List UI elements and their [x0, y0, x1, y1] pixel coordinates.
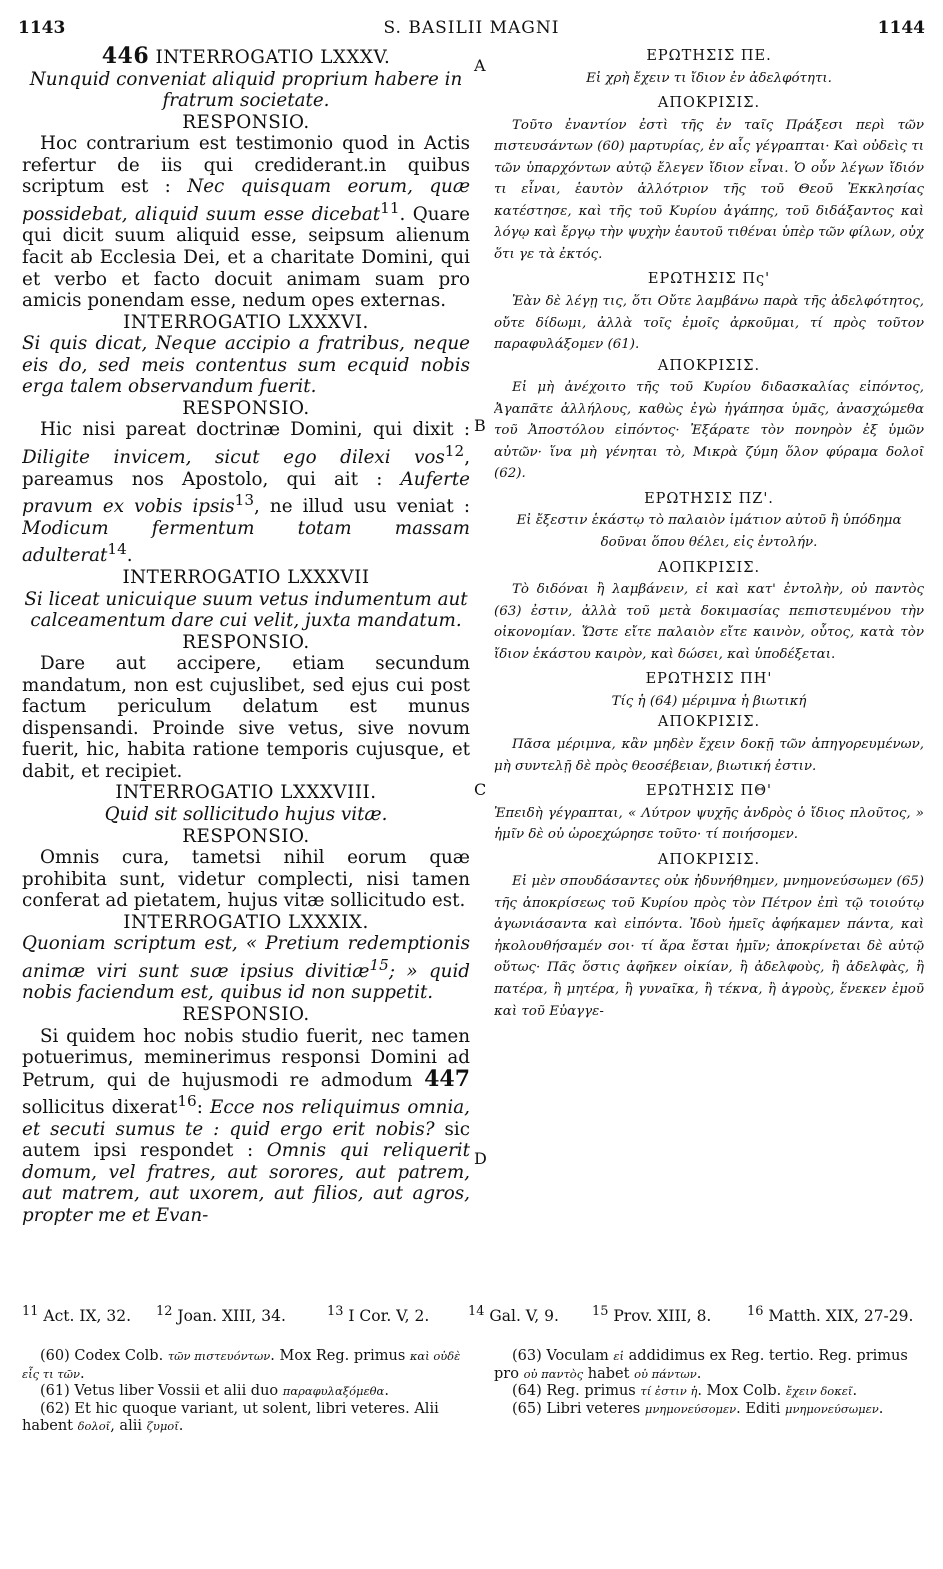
page-number-left: 1143: [18, 18, 66, 38]
greek-q86-response-label: ΑΠΟΚΡΙΣΙΣ.: [657, 357, 761, 374]
greek-q89-response-label: ΑΠΟΚΡΙΣΙΣ.: [657, 851, 761, 868]
footnote-12-ref: Joan. XIII, 34.: [177, 1307, 286, 1326]
variant-63-text-4: .: [696, 1365, 702, 1382]
variant-60: [22, 1348, 470, 1383]
latin-q89-resp-text-3: :: [196, 1097, 203, 1119]
variant-62-text-1: (62) Et hic quoque variant, ut solent, libri veteres. Alii habent: [22, 1400, 439, 1434]
latin-q86-resp-quote-1: Diligite invicem, sicut ego dilexi vos: [22, 447, 445, 469]
greek-q88-question: Τίς ἡ (64) μέριμνα ἡ βιωτική: [611, 693, 807, 709]
greek-q87-title: ΕΡΩΤΗΣΙΣ ΠΖ'.: [644, 490, 774, 507]
footnote-14: [468, 1304, 559, 1325]
greek-q85-response: Τοῦτο ἐναντίον ἐστὶ τῆς ἐν ταῖς Πράξεσι περὶ τῶν πιστευσάντων (60) μαρτυρίας, ἐν αἷς γέγραπται· Καὶ οὐδεὶς τι τῶν ὑπαρχόντων αὐτῷ ἔλεγεν ἴδιον εἶναι. Ὁ οὖν λέγων ἴδιόν τι εἶναι, ἑαυτὸν ἀλλότριον τῆς τοῦ Θεοῦ Ἐκκλησίας κατέστησε, καὶ τῆς τοῦ Κυρίου ἀγάπης, τοῦ διδάξαντος καὶ λόγῳ καὶ ἔργῳ τὴν ψυχὴν ἑαυτοῦ τιθέναι ὑπὲρ τῶν φίλων, οὐχ ὅτι γε τὰ ἐκτός.: [494, 117, 924, 262]
footnote-14-num: 14: [468, 1304, 485, 1319]
latin-q89-resp-text-1: Si quidem hoc nobis studio fuerit, nec tamen potuerimus, meminerimus responsi Domini ad Petrum, qui de hujusmodi re admodum: [22, 1025, 470, 1091]
latin-q89-title: INTERROGATIO LXXXIX.: [123, 911, 369, 933]
variant-65-text-3: .: [878, 1400, 884, 1417]
footnote-16: [747, 1304, 913, 1325]
latin-q86-title: INTERROGATIO LXXXVI.: [123, 311, 369, 333]
variant-61-text-1: (61) Vetus liber Vossii et alii duo: [40, 1383, 279, 1399]
latin-q89-resp-text-4: sic autem ipsi respondet :: [22, 1118, 470, 1162]
variant-64-greek-1: τί ἐστιν ἡ: [640, 1384, 698, 1398]
latin-q88-response-label: RESPONSIO.: [182, 825, 310, 847]
variant-65-greek-2: μνημονεύσωμεν: [784, 1401, 879, 1416]
latin-q87-response-label: RESPONSIO.: [182, 631, 310, 653]
latin-q88-response: Omnis cura, tametsi nihil eorum quæ prohibita sunt, videtur complecti, nisi tamen conferat ad pietatem, hujus vitæ sollicitudo est.: [22, 847, 470, 912]
greek-q86-response: Εἰ μὴ ἀνέχοιτο τῆς τοῦ Κυρίου διδασκαλίας εἰπόντος, Ἀγαπᾶτε ἀλλήλους, καθὼς ἐγὼ ἠγάπησα ὑμᾶς, ἀνασχώμεθα τοῦ Ἀποστόλου εἰπόντος· Ἐξάρατε τὸν πονηρὸν ἐξ ὑμῶν αὐτῶν· ἵνα μὴ γένηται τὸ, Μικρὰ ζύμη ὅλον φύραμα δολοῖ (62).: [494, 380, 924, 482]
latin-q89-question-2: ; » quid nobis faciendum est, quibus id non suppetit.: [22, 960, 470, 1004]
variant-63-text-2: addidimus ex Reg. tertio. Reg. primus pro: [494, 1348, 908, 1382]
latin-q89-question-1: Quoniam scriptum est, « Pretium redemptionis animæ viri sunt suæ ipsius divitiæ: [22, 933, 470, 982]
footnote-ref-14: 14: [107, 540, 127, 559]
latin-q86-resp-text-2: , pareamus nos Apostolo, qui ait :: [22, 447, 470, 490]
margin-marker-a: A: [474, 56, 486, 75]
variant-62-text-2: , alii: [110, 1418, 142, 1434]
latin-q88-question: Quid sit sollicitudo hujus vitæ.: [104, 803, 388, 825]
variant-62-text-3: .: [178, 1418, 184, 1434]
footnote-ref-12: 12: [444, 441, 465, 460]
latin-q89-response-label: RESPONSIO.: [182, 1003, 310, 1025]
latin-q87-question: Si liceat unicuique suum vetus indumentum aut calceamentum dare cui velit, juxta mandatum.: [24, 588, 468, 632]
latin-q89-response: [22, 1026, 470, 1227]
variant-65: [494, 1401, 924, 1419]
latin-column: [22, 46, 470, 1286]
footnote-13-ref: I Cor. V, 2.: [348, 1307, 430, 1326]
footnote-11: [22, 1304, 131, 1325]
latin-q86-resp-quote-3: Modicum fermentum totam massam adulterat: [22, 517, 470, 567]
page-number-right: 1144: [877, 18, 925, 38]
footnote-16-num: 16: [747, 1304, 764, 1319]
footnote-ref-13: 13: [234, 491, 255, 510]
margin-marker-b: B: [474, 416, 486, 435]
variant-63-text-3: habet: [587, 1365, 630, 1382]
latin-q89-resp-quote-1: Ecce nos reliquimus omnia, et secuti sumus te : quid ergo erit nobis?: [22, 1097, 470, 1140]
greek-q88-title: ΕΡΩΤΗΣΙΣ ΠΗ': [645, 671, 773, 688]
footnote-14-ref: Gal. V, 9.: [489, 1307, 559, 1326]
variant-64-text-2: . Mox Colb.: [697, 1383, 782, 1399]
variant-62-greek-2: ζυμοῖ: [146, 1419, 179, 1433]
latin-q85-resp-text-2: . Quare qui dicit suum aliquid esse, seipsum alienum facit ab Ecclesia Dei, et a charitate Domini, qui et verbo et facto docuit animam suam pro amicis ponendam esse, nedum opes externas.: [22, 203, 470, 312]
latin-q86-resp-quote-2: Auferte pravum ex vobis ipsis: [22, 468, 470, 518]
footnote-15-ref: Prov. XIII, 8.: [613, 1307, 712, 1326]
variant-63-greek-1: εἰ: [613, 1349, 625, 1363]
greek-q89-response: Εἰ μὲν σπουδάσαντες οὐκ ἠδυνήθημεν, μνημονεύσωμεν (65) τῆς ἀποκρίσεως τοῦ Κυρίου πρὸς τὸν Πέτρον ἐπὶ τῷ τοιούτῳ ἀγωνιάσαντα καὶ εἰπόντα. Ἰδοὺ ἡμεῖς ἀφήκαμεν πάντα, καὶ ἠκολουθήσαμέν σοι· τί ἄρα ἔσται ἡμῖν; ἀποκρίνεται δὲ αὐτῷ οὕτως· Πᾶς ὅστις ἀφῆκεν οἰκίαν, ἢ ἀδελφοὺς, ἢ ἀδελφὰς, ἢ πατέρα, ἢ μητέρα, ἢ γυναῖκα, ἢ τέκνα, ἢ ἀγροὺς, ἕνεκεν ἐμοῦ καὶ τοῦ Εὐαγγε-: [494, 874, 924, 1019]
footnote-ref-16: 16: [177, 1092, 197, 1111]
variant-61-greek-1: παραφυλαξόμεθα: [282, 1384, 385, 1398]
variant-65-text-1: (65) Libri veteres: [512, 1400, 641, 1417]
latin-page-number-447: 447: [424, 1065, 470, 1092]
variant-65-greek-1: μνημονεύσομεν: [644, 1401, 737, 1416]
latin-q85-title: INTERROGATIO LXXXV.: [155, 47, 391, 68]
footnote-11-num: 11: [22, 1304, 39, 1319]
latin-q85-resp-text-1: Hoc contrarium est testimonio quod in Actis refertur de iis qui crediderant.in quibus scriptum est :: [22, 133, 470, 198]
greek-q87-question: Εἰ ἔξεστιν ἑκάστῳ τὸ παλαιὸν ἱμάτιον αὐτοῦ ἢ ὑπόδημα δοῦναι ὅπου θέλει, εἰς ἐντολήν.: [516, 513, 902, 551]
variant-65-text-2: . Editi: [736, 1400, 781, 1417]
latin-q86-response: [22, 419, 470, 567]
greek-q88-response: Πᾶσα μέριμνα, κἂν μηδὲν ἔχειν δοκῇ τῶν ἀπηγορευμένων, μὴ συντελῇ δὲ πρὸς θεοσέβειαν, βιωτική ἐστιν.: [494, 736, 924, 774]
variant-63-greek-2: οὐ παντὸς: [523, 1366, 584, 1381]
latin-q86-response-label: RESPONSIO.: [182, 397, 310, 419]
variant-62: [22, 1401, 470, 1436]
variant-60-text-2: . Mox Reg. primus: [270, 1348, 406, 1364]
latin-q85-response-label: RESPONSIO.: [182, 111, 310, 133]
footnote-13: [327, 1304, 429, 1325]
latin-q89-resp-quote-2: Omnis qui reliquerit domum, vel fratres, aut sorores, aut patrem, aut matrem, aut uxorem, aut filios, aut agros, propter me et Evan-: [22, 1140, 470, 1226]
greek-q89-question: Ἐπειδὴ γέγραπται, « Λύτρον ψυχῆς ἀνδρὸς ὁ ἴδιος πλοῦτος, » ἡμῖν δὲ οὐ ὡροεχώρησε τοῦτο· τί ποιήσομεν.: [494, 805, 924, 843]
footnote-12: [156, 1304, 286, 1325]
variant-64-text-3: .: [852, 1383, 858, 1399]
footnote-15-num: 15: [592, 1304, 609, 1319]
margin-marker-c: C: [474, 780, 487, 799]
footnote-11-ref: Act. IX, 32.: [43, 1307, 131, 1326]
latin-q87-response: Dare aut accipere, etiam secundum mandatum, non est cujuslibet, sed ejus cui post factum periculum delatum est munus dispensandi. Proinde sive vetus, sive novum fuerit, hic, habita ratione temporis cujusque, et dabit, et recipiet.: [22, 653, 470, 782]
footnote-12-num: 12: [156, 1304, 173, 1319]
footnote-13-num: 13: [327, 1304, 344, 1319]
latin-q85-resp-quote: Nec quisquam eorum, quæ possidebat, aliquid suum esse dicebat: [22, 176, 470, 225]
latin-q86-resp-text-3: , ne illud usu veniat :: [254, 496, 470, 518]
variant-64: [494, 1383, 924, 1401]
variant-60-greek-2: καὶ οὐδὲ εἷς τι τῶν: [22, 1349, 461, 1381]
variant-63-greek-3: οὐ πάντων: [634, 1366, 697, 1381]
variant-63-text-1: (63) Voculam: [512, 1348, 609, 1364]
latin-page-number-446: 446: [101, 46, 150, 69]
variant-62-greek-1: δολοῖ: [77, 1419, 111, 1433]
greek-q86-title: ΕΡΩΤΗΣΙΣ Πς': [647, 271, 771, 288]
variant-63: [494, 1348, 924, 1383]
variant-61: [22, 1383, 470, 1401]
latin-q85-response: [22, 133, 470, 311]
variant-64-text-1: (64) Reg. primus: [512, 1383, 636, 1399]
footnote-16-ref: Matth. XIX, 27-29.: [768, 1307, 914, 1326]
variant-60-greek-1: τῶν πιστευόντων: [167, 1349, 271, 1363]
greek-column: [494, 46, 924, 1286]
greek-q87-response-label: ΑΟΠΚΡΙΣΙΣ.: [657, 559, 761, 576]
variant-60-text-3: .: [80, 1365, 85, 1382]
latin-q86-resp-text-4: .: [126, 545, 133, 567]
margin-marker-d: D: [474, 1149, 487, 1168]
footnote-ref-11: 11: [380, 198, 400, 217]
greek-q88-response-label: ΑΠΟΚΡΙΣΙΣ.: [657, 714, 761, 731]
latin-q88-title: INTERROGATIO LXXXVIII.: [115, 782, 377, 804]
footnote-ref-15: 15: [369, 955, 389, 974]
variant-60-text-1: (60) Codex Colb.: [40, 1348, 164, 1364]
variant-61-text-2: .: [384, 1383, 389, 1399]
latin-q86-question: Si quis dicat, Neque accipio a fratribus, neque eis do, sed meis contentus sum ecquid nobis erga talem observandum fuerit.: [22, 333, 470, 398]
greek-q86-question: Ἐὰν δὲ λέγῃ τις, ὅτι Οὔτε λαμβάνω παρὰ τῆς ἀδελφότητος, οὔτε δίδωμι, ἀλλὰ τοῖς ἐμοῖς ἀρκοῦμαι, τί πρὸς τοῦτον παραφυλάξομεν (61).: [494, 294, 924, 353]
latin-q89-question: [22, 933, 470, 1004]
variant-notes-right: [494, 1348, 924, 1418]
scripture-footnotes: [22, 1304, 924, 1328]
running-title: S. BASILII MAGNI: [383, 18, 560, 38]
running-header: [18, 18, 925, 44]
latin-q87-title: INTERROGATIO LXXXVII: [122, 566, 370, 588]
greek-q89-title: ΕΡΩΤΗΣΙΣ ΠΘ': [645, 783, 773, 800]
variant-64-greek-2: ἔχειν δοκεῖ: [785, 1384, 853, 1398]
footnote-15: [592, 1304, 711, 1325]
latin-q85-question: Nunquid conveniat aliquid proprium habere in fratrum societate.: [29, 68, 463, 112]
greek-q87-response: Τὸ διδόναι ἢ λαμβάνειν, εἰ καὶ κατ' ἐντολὴν, οὐ παντὸς (63) ἐστιν, ἀλλὰ τοῦ μετὰ δοκιμασίας πεπιστευμένου τὴν οἰκονομίαν. Ὥστε εἴτε παλαιὸν εἴτε καινὸν, οὗτος, κατὰ τὸν ἴδιον ἑκάστου καιρὸν, καὶ δώσει, καὶ ὑποδέξεται.: [494, 582, 924, 662]
latin-q85-heading: [22, 46, 470, 69]
greek-q85-response-label: ΑΠΟΚΡΙΣΙΣ.: [657, 95, 761, 112]
greek-q85-question: Εἰ χρὴ ἔχειν τι ἴδιον ἐν ἀδελφότητι.: [586, 70, 832, 86]
variant-notes-left: [22, 1348, 470, 1436]
latin-q89-resp-text-2: sollicitus dixerat: [22, 1097, 178, 1119]
greek-q85-title: ΕΡΩΤΗΣΙΣ ΠΕ.: [646, 48, 772, 64]
latin-q86-resp-text-1: Hic nisi pareat doctrinæ Domini, qui dixit :: [40, 419, 470, 441]
